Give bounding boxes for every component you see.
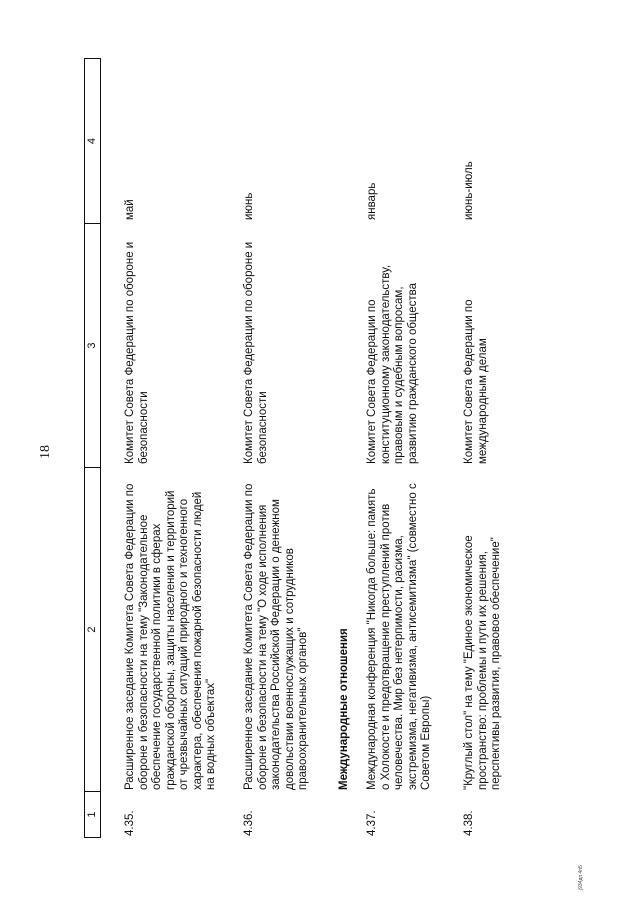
- row-date: январь: [366, 182, 378, 220]
- rotated-table: [84, 58, 604, 838]
- row-description: Международная конференция "Никогда больше: память о Холокосте и предотвращение преступлений против человечества. Мир без нетерпимости, расизма, экстремизма, негативизма, антисемитизма" (совместно с Советом Европы): [366, 483, 432, 790]
- row-number: 4.37.: [366, 810, 378, 836]
- footer-code: j934дп 4п5: [578, 865, 584, 890]
- row-date: июнь: [243, 192, 255, 220]
- row-number: 4.38.: [463, 810, 475, 836]
- row-description: Расширенное заседание Комитета Совета Федерации по обороне и безопасности на тему "О ходе исполнения законодательства Российской Федерации о денежном довольствии военнослужащих и сотрудников правоохранительных органов": [243, 483, 309, 790]
- section-title: Международные отношения: [338, 628, 350, 790]
- table-header: [84, 58, 101, 838]
- row-responsible: Комитет Совета Федерации по международным делам: [463, 299, 489, 464]
- row-number: 4.36.: [243, 810, 255, 836]
- row-date: май: [124, 199, 136, 220]
- row-description: Расширенное заседание Комитета Совета Федерации по обороне и безопасности на тему "Законодательное обеспечение государственной политики в сферах гражданской обороны, защиты населения и территорий от чрезвычайных ситуаций природного и техногенного характера, обеспечения пожарной безопасности людей на водных объектах": [124, 483, 217, 790]
- column-header-2: 2: [85, 467, 100, 791]
- column-header-3: 3: [85, 223, 100, 467]
- row-responsible: Комитет Совета Федерации по конституционному законодательству, правовым и судебным вопросам, развитию гражданского общества: [366, 264, 419, 464]
- row-responsible: Комитет Совета Федерации по обороне и безопасности: [124, 241, 150, 464]
- column-header-4: 4: [86, 137, 98, 145]
- row-date: июнь-июль: [463, 161, 475, 220]
- row-description: "Круглый стол" на тему "Единое экономическое пространство: проблемы и пути их решения, перспективы развития, правовое обеспечение": [463, 535, 502, 790]
- row-number: 4.35.: [124, 810, 136, 836]
- page-number: 18: [38, 445, 53, 459]
- row-responsible: Комитет Совета Федерации по обороне и безопасности: [243, 241, 269, 464]
- column-header-1: 1: [85, 791, 100, 837]
